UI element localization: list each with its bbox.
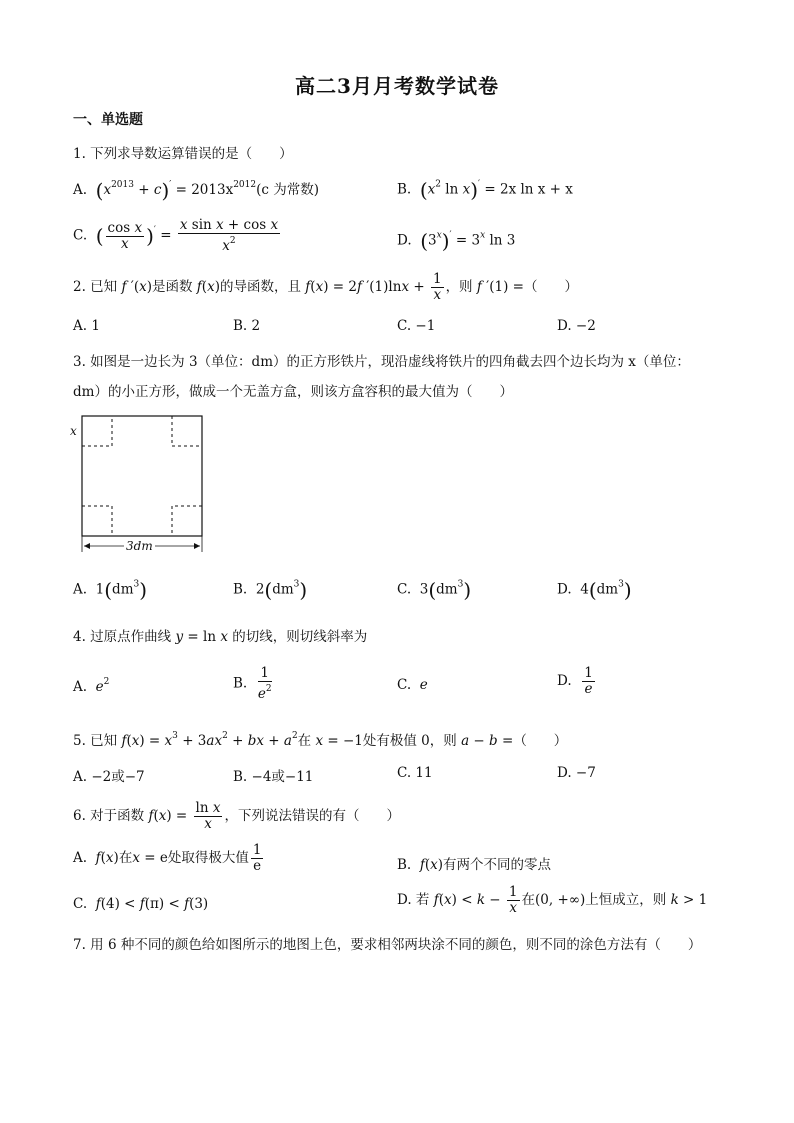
q4-option-a: A. $e^2$ <box>73 677 110 695</box>
q4-option-b: B. $\frac{1}{e^2}$ <box>233 665 272 702</box>
q1-stem: 1. 下列求导数运算错误的是（ ） <box>73 146 293 162</box>
q2-option-d: D. −2 <box>557 318 596 334</box>
q3-option-a: A. $1(dm^3)$ <box>73 578 148 602</box>
q5-stem: 5. 已知 $f(x) = x^3 + 3ax^2$ + bx + $a^2$在 x = −1处有极值 0，则 a − b =（ ） <box>73 731 568 749</box>
q5-option-a: A. −2或−7 <box>73 769 145 785</box>
q2-option-a: A. 1 <box>73 318 100 334</box>
q5-option-c: C. 11 <box>397 765 433 781</box>
q6-option-b: B. f(x)有两个不同的零点 <box>397 857 551 873</box>
q2-option-c: C. −1 <box>397 318 436 334</box>
q6-stem: 6. 对于函数 f(x) = $\frac{\text{ln x}}{x}$ ，下列说法错误的有（ ） <box>73 800 400 832</box>
q2-stem: 2. 已知 f ′(x)是函数 f(x)的导函数，且 f(x) = 2f ′(1)lnx + $\frac{1}{x}$ ，则 f ′(1) =（ ） <box>73 271 578 303</box>
q3-fig-label-x: x <box>70 424 77 438</box>
q1-option-d: D. $(3^x)' = 3^x$ ln 3 <box>397 229 516 253</box>
q7-stem: 7. 用 6 种不同的颜色给如图所示的地图上色，要求相邻两块涂不同的颜色，则不同的涂色方法有（ ） <box>73 937 702 953</box>
q6-option-a: A. f(x)在x = e处取得极大值 $\frac{1}{e}$ <box>73 842 262 874</box>
q6-option-d: D. 若 f(x) < k − $\frac{1}{x}$ 在(0, +∞)上恒成立，则 k > 1 <box>397 884 708 916</box>
q4-option-c: C. e <box>397 677 428 693</box>
q2-option-b: B. 2 <box>233 318 261 334</box>
q5-option-d: D. −7 <box>557 765 596 781</box>
page-title: 高二3月月考数学试卷 <box>295 74 499 98</box>
q4-stem: 4. 过原点作曲线 y = ln x 的切线，则切线斜率为 <box>73 629 368 645</box>
q5-option-b: B. −4或−11 <box>233 769 314 785</box>
section-heading: 一、单选题 <box>73 112 143 128</box>
q6-option-c: C. f(4) < f(π) < f(3) <box>73 896 209 912</box>
q3-option-c: C. $3(dm^3)$ <box>397 578 472 602</box>
q1-option-a: A. $(x^{2013} + c)' = 2013x^{2012}(c$ 为常数) <box>73 178 319 203</box>
q3-option-d: D. $4(dm^3)$ <box>557 578 632 602</box>
q1-option-c: C. ( $\frac{\text{cos x}}{x}$ )′ = $\frac{\text{x sin x + cos x}}{x^2}$ <box>73 217 279 254</box>
q1-option-b: B. ($x^2$ ln x)′ = 2x ln x + x <box>397 178 573 202</box>
q3-option-b: B. $2(dm^3)$ <box>233 578 308 602</box>
q3-stem-line2: dm）的小正方形，做成一个无盖方盒，则该方盒容积的最大值为（ ） <box>73 384 513 400</box>
q4-option-d: D. $\frac{1}{e}$ <box>557 665 593 697</box>
q3-stem-line1: 3. 如图是一边长为 3（单位：dm）的正方形铁片，现沿虚线将铁片的四角截去四个边长均为 x（单位： <box>73 354 690 370</box>
q3-fig-label-3dm: 3dm <box>126 539 153 553</box>
